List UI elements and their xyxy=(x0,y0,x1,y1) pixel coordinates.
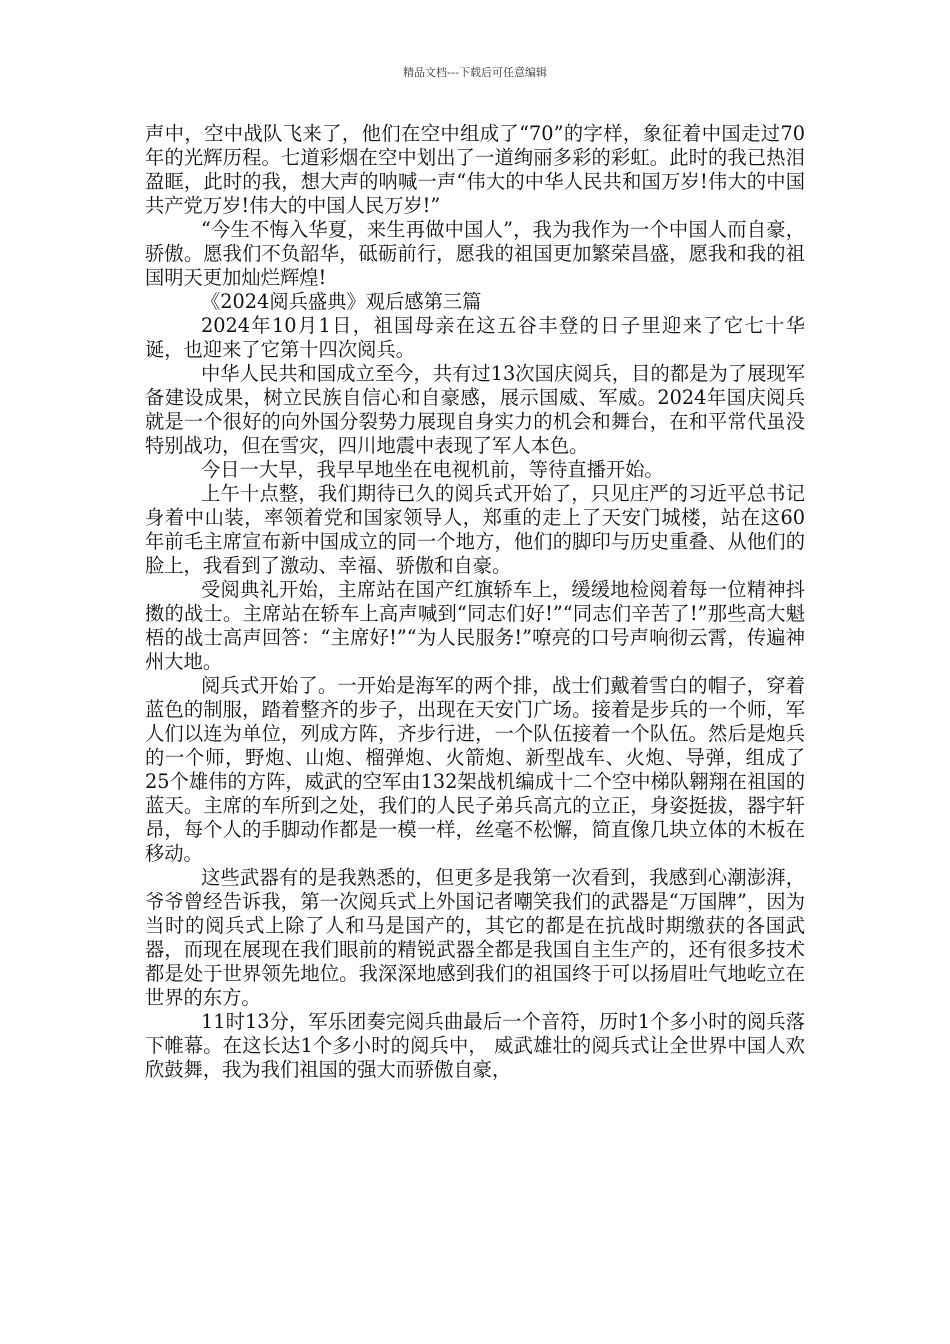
section-title: 《2024阅兵盛典》观后感第三篇 xyxy=(200,290,482,313)
paragraph-1: 声中，空中战队飞来了，他们在空中组成了“70”的字样，象征着中国走过70年的光辉历程。七道彩烟在空中划出了一道绚丽多彩的彩虹。此时的我已热泪盈眶，此时的我，想大声的呐喊一声“伟大的中华人民共和国万岁!伟大的中国共产党万岁!伟大的中国人民万岁!” xyxy=(145,122,805,217)
page-header: 精品文档---下载后可任意编辑 xyxy=(403,66,547,79)
document-body xyxy=(145,122,805,1082)
paragraph-7: 受阅典礼开始，主席站在国产红旗轿车上，缓缓地检阅着每一位精神抖擞的战士。主席站在轿车上高声喊到“同志们好!”“同志们辛苦了!”那些高大魁梧的战士高声回答：“主席好!”“为人民服务!”嘹亮的口号声响彻云霄，传遍神州大地。 xyxy=(145,578,805,673)
paragraph-6: 上午十点整，我们期待已久的阅兵式开始了，只见庄严的习近平总书记身着中山装，率领着党和国家领导人，郑重的走上了天安门城楼，站在这60年前毛主席宣布新中国成立的同一个地方，他们的脚印与历史重叠、从他们的脸上，我看到了激动、幸福、骄傲和自豪。 xyxy=(145,482,805,577)
paragraph-9: 这些武器有的是我熟悉的，但更多是我第一次看到，我感到心潮澎湃，爷爷曾经告诉我，第一次阅兵式上外国记者嘲笑我们的武器是“万国牌”，因为当时的阅兵式上除了人和马是国产的，其它的都是在抗战时期缴获的各国武器，而现在展现在我们眼前的精锐武器全都是我国自主生产的，还有很多技术都是处于世界领先地位。我深深地感到我们的祖国终于可以扬眉吐气地屹立在世界的东方。 xyxy=(145,866,805,1009)
paragraph-10: 11时13分，军乐团奏完阅兵曲最后一个音符，历时1个多小时的阅兵落下帷幕。在这长达1个多小时的阅兵中， 威武雄壮的阅兵式让全世界中国人欢欣鼓舞，我为我们祖国的强大而骄傲自豪， xyxy=(145,1010,805,1081)
paragraph-8: 阅兵式开始了。一开始是海军的两个排，战士们戴着雪白的帽子，穿着蓝色的制服，踏着整齐的步子，出现在天安门广场。接着是步兵的一个师，军人们以连为单位，列成方阵，齐步行进，一个队伍接着一个队伍。然后是炮兵的一个师，野炮、山炮、榴弹炮、火箭炮、新型战车、火炮、导弹，组成了25个雄伟的方阵，威武的空军由132架战机编成十二个空中梯队翱翔在祖国的蓝天。主席的车所到之处，我们的人民子弟兵高亢的立正，身姿挺拔，器宇轩昂，每个人的手脚动作都是一模一样，丝毫不松懈，简直像几块立体的木板在移动。 xyxy=(145,674,805,865)
paragraph-5: 今日一大早，我早早地坐在电视机前，等待直播开始。 xyxy=(200,458,664,481)
paragraph-3: 2024年10月1日，祖国母亲在这五谷丰登的日子里迎来了它七十华诞，也迎来了它第十四次阅兵。 xyxy=(145,314,805,361)
paragraph-4: 中华人民共和国成立至今，共有过13次国庆阅兵，目的都是为了展现军备建设成果，树立民族自信心和自豪感，展示国威、军威。2024年国庆阅兵就是一个很好的向外国分裂势力展现自身实力的机会和舞台，在和平常代虽没特别战功，但在雪灾，四川地震中表现了军人本色。 xyxy=(145,362,805,457)
paragraph-2: “今生不悔入华夏，来生再做中国人”，我为我作为一个中国人而自豪，骄傲。愿我们不负韶华，砥砺前行，愿我的祖国更加繁荣昌盛，愿我和我的祖国明天更加灿烂辉煌! xyxy=(145,218,805,289)
